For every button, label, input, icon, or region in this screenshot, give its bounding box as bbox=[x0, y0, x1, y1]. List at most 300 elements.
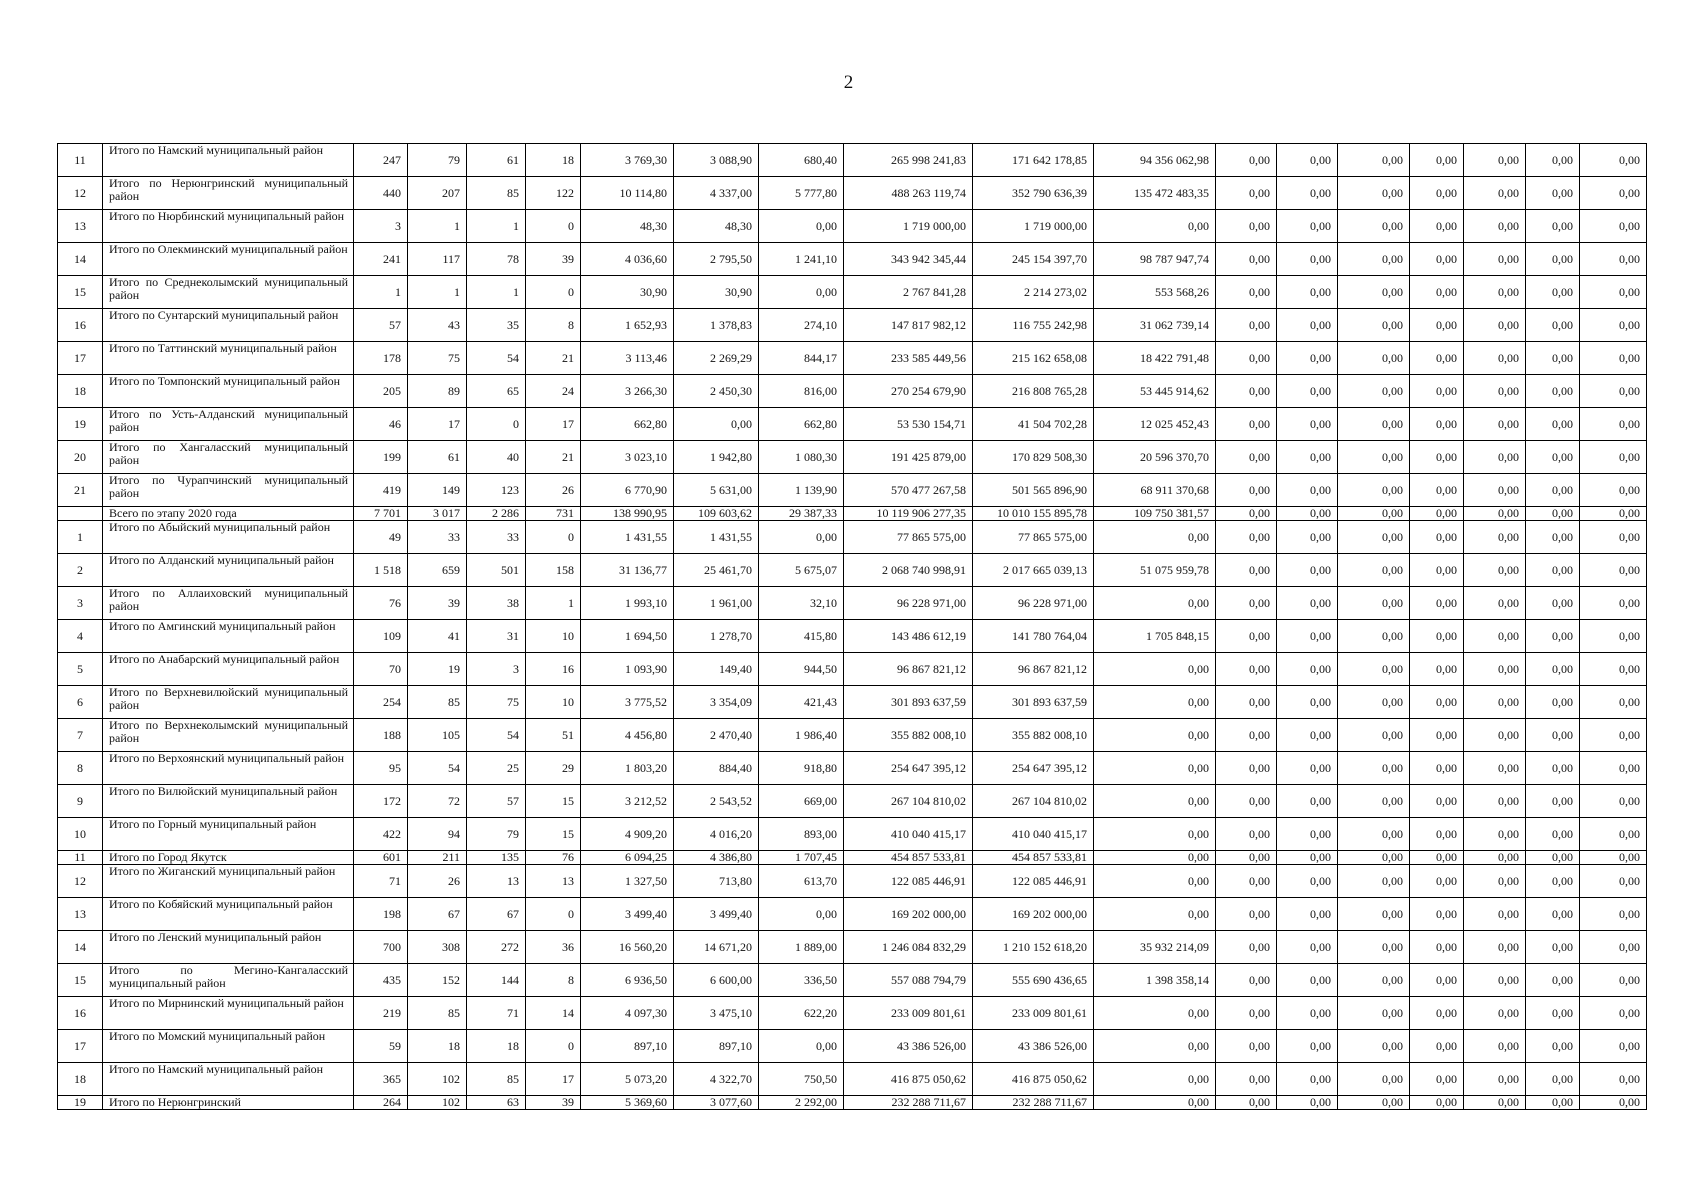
cell-col-5: 662,80 bbox=[581, 408, 674, 441]
cell-col-2: 102 bbox=[408, 1096, 467, 1110]
cell-col-17: 0,00 bbox=[1580, 554, 1647, 587]
cell-col-6: 14 671,20 bbox=[674, 931, 759, 964]
cell-col-12: 0,00 bbox=[1277, 686, 1338, 719]
cell-col-1: 3 bbox=[354, 210, 408, 243]
cell-col-9: 41 504 702,28 bbox=[973, 408, 1094, 441]
cell-col-5: 4 036,60 bbox=[581, 243, 674, 276]
row-index: 4 bbox=[58, 620, 103, 653]
cell-col-16: 0,00 bbox=[1526, 1096, 1580, 1110]
row-name: Итого по Намский муниципальный район bbox=[103, 144, 354, 177]
cell-col-12: 0,00 bbox=[1277, 964, 1338, 997]
cell-col-9: 352 790 636,39 bbox=[973, 177, 1094, 210]
row-index: 18 bbox=[58, 1063, 103, 1096]
cell-col-6: 3 475,10 bbox=[674, 997, 759, 1030]
cell-col-14: 0,00 bbox=[1410, 686, 1464, 719]
cell-col-12: 0,00 bbox=[1277, 587, 1338, 620]
row-name: Итого по Верхнеколымский муниципальный район bbox=[103, 719, 354, 752]
cell-col-11: 0,00 bbox=[1216, 243, 1277, 276]
cell-col-8: 254 647 395,12 bbox=[844, 752, 973, 785]
row-name: Итого по Сунтарский муниципальный район bbox=[103, 309, 354, 342]
cell-col-15: 0,00 bbox=[1464, 898, 1526, 931]
cell-col-4: 15 bbox=[526, 785, 581, 818]
cell-col-10: 18 422 791,48 bbox=[1094, 342, 1216, 375]
row-index: 13 bbox=[58, 210, 103, 243]
cell-col-8: 270 254 679,90 bbox=[844, 375, 973, 408]
cell-col-6: 3 354,09 bbox=[674, 686, 759, 719]
cell-col-13: 0,00 bbox=[1338, 177, 1410, 210]
cell-col-16: 0,00 bbox=[1526, 276, 1580, 309]
cell-col-4: 731 bbox=[526, 507, 581, 521]
cell-col-6: 897,10 bbox=[674, 1030, 759, 1063]
cell-col-7: 893,00 bbox=[759, 818, 844, 851]
cell-col-2: 33 bbox=[408, 521, 467, 554]
cell-col-14: 0,00 bbox=[1410, 1063, 1464, 1096]
row-index: 16 bbox=[58, 997, 103, 1030]
cell-col-9: 43 386 526,00 bbox=[973, 1030, 1094, 1063]
cell-col-6: 2 543,52 bbox=[674, 785, 759, 818]
cell-col-2: 3 017 bbox=[408, 507, 467, 521]
cell-col-11: 0,00 bbox=[1216, 554, 1277, 587]
cell-col-11: 0,00 bbox=[1216, 144, 1277, 177]
cell-col-5: 1 327,50 bbox=[581, 865, 674, 898]
row-index: 19 bbox=[58, 408, 103, 441]
cell-col-7: 5 675,07 bbox=[759, 554, 844, 587]
cell-col-14: 0,00 bbox=[1410, 375, 1464, 408]
cell-col-12: 0,00 bbox=[1277, 1063, 1338, 1096]
cell-col-11: 0,00 bbox=[1216, 620, 1277, 653]
cell-col-7: 415,80 bbox=[759, 620, 844, 653]
table-row bbox=[58, 1030, 1647, 1063]
cell-col-3: 85 bbox=[467, 1063, 526, 1096]
cell-col-5: 3 212,52 bbox=[581, 785, 674, 818]
cell-col-9: 1 719 000,00 bbox=[973, 210, 1094, 243]
cell-col-5: 3 023,10 bbox=[581, 441, 674, 474]
cell-col-13: 0,00 bbox=[1338, 587, 1410, 620]
cell-col-14: 0,00 bbox=[1410, 554, 1464, 587]
cell-col-10: 20 596 370,70 bbox=[1094, 441, 1216, 474]
cell-col-5: 6 770,90 bbox=[581, 474, 674, 507]
cell-col-15: 0,00 bbox=[1464, 375, 1526, 408]
cell-col-2: 41 bbox=[408, 620, 467, 653]
cell-col-10: 0,00 bbox=[1094, 898, 1216, 931]
cell-col-12: 0,00 bbox=[1277, 620, 1338, 653]
cell-col-13: 0,00 bbox=[1338, 653, 1410, 686]
cell-col-1: 188 bbox=[354, 719, 408, 752]
cell-col-4: 39 bbox=[526, 243, 581, 276]
cell-col-15: 0,00 bbox=[1464, 752, 1526, 785]
cell-col-11: 0,00 bbox=[1216, 1030, 1277, 1063]
cell-col-2: 89 bbox=[408, 375, 467, 408]
cell-col-7: 29 387,33 bbox=[759, 507, 844, 521]
cell-col-17: 0,00 bbox=[1580, 785, 1647, 818]
cell-col-12: 0,00 bbox=[1277, 719, 1338, 752]
cell-col-7: 662,80 bbox=[759, 408, 844, 441]
cell-col-11: 0,00 bbox=[1216, 964, 1277, 997]
cell-col-5: 138 990,95 bbox=[581, 507, 674, 521]
cell-col-13: 0,00 bbox=[1338, 507, 1410, 521]
table-row bbox=[58, 144, 1647, 177]
cell-col-4: 21 bbox=[526, 342, 581, 375]
cell-col-14: 0,00 bbox=[1410, 408, 1464, 441]
table-row bbox=[58, 865, 1647, 898]
cell-col-15: 0,00 bbox=[1464, 474, 1526, 507]
cell-col-12: 0,00 bbox=[1277, 931, 1338, 964]
cell-col-7: 944,50 bbox=[759, 653, 844, 686]
cell-col-3: 272 bbox=[467, 931, 526, 964]
cell-col-9: 216 808 765,28 bbox=[973, 375, 1094, 408]
cell-col-16: 0,00 bbox=[1526, 210, 1580, 243]
cell-col-13: 0,00 bbox=[1338, 243, 1410, 276]
cell-col-13: 0,00 bbox=[1338, 686, 1410, 719]
cell-col-3: 57 bbox=[467, 785, 526, 818]
cell-col-2: 26 bbox=[408, 865, 467, 898]
cell-col-2: 67 bbox=[408, 898, 467, 931]
cell-col-9: 96 228 971,00 bbox=[973, 587, 1094, 620]
cell-col-8: 169 202 000,00 bbox=[844, 898, 973, 931]
cell-col-9: 169 202 000,00 bbox=[973, 898, 1094, 931]
cell-col-11: 0,00 bbox=[1216, 276, 1277, 309]
cell-col-11: 0,00 bbox=[1216, 408, 1277, 441]
cell-col-8: 416 875 050,62 bbox=[844, 1063, 973, 1096]
cell-col-6: 48,30 bbox=[674, 210, 759, 243]
cell-col-17: 0,00 bbox=[1580, 865, 1647, 898]
cell-col-9: 410 040 415,17 bbox=[973, 818, 1094, 851]
cell-col-5: 4 909,20 bbox=[581, 818, 674, 851]
cell-col-4: 76 bbox=[526, 851, 581, 865]
cell-col-4: 39 bbox=[526, 1096, 581, 1110]
cell-col-7: 1 889,00 bbox=[759, 931, 844, 964]
cell-col-11: 0,00 bbox=[1216, 818, 1277, 851]
cell-col-3: 25 bbox=[467, 752, 526, 785]
cell-col-8: 454 857 533,81 bbox=[844, 851, 973, 865]
cell-col-10: 0,00 bbox=[1094, 997, 1216, 1030]
cell-col-5: 31 136,77 bbox=[581, 554, 674, 587]
row-index: 9 bbox=[58, 785, 103, 818]
cell-col-17: 0,00 bbox=[1580, 243, 1647, 276]
row-index: 18 bbox=[58, 375, 103, 408]
cell-col-13: 0,00 bbox=[1338, 865, 1410, 898]
cell-col-11: 0,00 bbox=[1216, 931, 1277, 964]
table-row bbox=[58, 587, 1647, 620]
cell-col-9: 116 755 242,98 bbox=[973, 309, 1094, 342]
cell-col-7: 421,43 bbox=[759, 686, 844, 719]
cell-col-1: 172 bbox=[354, 785, 408, 818]
cell-col-13: 0,00 bbox=[1338, 521, 1410, 554]
cell-col-5: 3 266,30 bbox=[581, 375, 674, 408]
cell-col-6: 0,00 bbox=[674, 408, 759, 441]
cell-col-7: 622,20 bbox=[759, 997, 844, 1030]
cell-col-5: 1 803,20 bbox=[581, 752, 674, 785]
cell-col-2: 659 bbox=[408, 554, 467, 587]
cell-col-8: 143 486 612,19 bbox=[844, 620, 973, 653]
cell-col-14: 0,00 bbox=[1410, 964, 1464, 997]
cell-col-4: 1 bbox=[526, 587, 581, 620]
row-name: Итого по Мегино-Кангаласский муниципальный район bbox=[103, 964, 354, 997]
row-index: 19 bbox=[58, 1096, 103, 1110]
cell-col-16: 0,00 bbox=[1526, 1030, 1580, 1063]
cell-col-9: 1 210 152 618,20 bbox=[973, 931, 1094, 964]
cell-col-17: 0,00 bbox=[1580, 851, 1647, 865]
cell-col-1: 76 bbox=[354, 587, 408, 620]
cell-col-2: 18 bbox=[408, 1030, 467, 1063]
cell-col-11: 0,00 bbox=[1216, 309, 1277, 342]
cell-col-2: 72 bbox=[408, 785, 467, 818]
cell-col-9: 301 893 637,59 bbox=[973, 686, 1094, 719]
cell-col-8: 301 893 637,59 bbox=[844, 686, 973, 719]
cell-col-10: 53 445 914,62 bbox=[1094, 375, 1216, 408]
cell-col-3: 3 bbox=[467, 653, 526, 686]
cell-col-17: 0,00 bbox=[1580, 507, 1647, 521]
cell-col-7: 1 139,90 bbox=[759, 474, 844, 507]
cell-col-9: 232 288 711,67 bbox=[973, 1096, 1094, 1110]
row-name: Итого по Анабарский муниципальный район bbox=[103, 653, 354, 686]
summary-table bbox=[57, 143, 1647, 1110]
cell-col-9: 96 867 821,12 bbox=[973, 653, 1094, 686]
row-name: Итого по Момский муниципальный район bbox=[103, 1030, 354, 1063]
cell-col-11: 0,00 bbox=[1216, 375, 1277, 408]
cell-col-16: 0,00 bbox=[1526, 818, 1580, 851]
cell-col-14: 0,00 bbox=[1410, 474, 1464, 507]
row-index: 16 bbox=[58, 309, 103, 342]
cell-col-12: 0,00 bbox=[1277, 898, 1338, 931]
cell-col-10: 0,00 bbox=[1094, 521, 1216, 554]
cell-col-4: 51 bbox=[526, 719, 581, 752]
cell-col-5: 1 694,50 bbox=[581, 620, 674, 653]
cell-col-15: 0,00 bbox=[1464, 243, 1526, 276]
table-row bbox=[58, 898, 1647, 931]
cell-col-1: 70 bbox=[354, 653, 408, 686]
row-index: 7 bbox=[58, 719, 103, 752]
cell-col-10: 98 787 947,74 bbox=[1094, 243, 1216, 276]
row-name: Итого по Хангаласский муниципальный район bbox=[103, 441, 354, 474]
row-name: Итого по Чурапчинский муниципальный район bbox=[103, 474, 354, 507]
cell-col-16: 0,00 bbox=[1526, 474, 1580, 507]
cell-col-7: 1 080,30 bbox=[759, 441, 844, 474]
cell-col-5: 5 073,20 bbox=[581, 1063, 674, 1096]
cell-col-13: 0,00 bbox=[1338, 851, 1410, 865]
row-name: Итого по Нерюнгринский bbox=[103, 1096, 354, 1110]
cell-col-8: 488 263 119,74 bbox=[844, 177, 973, 210]
cell-col-16: 0,00 bbox=[1526, 686, 1580, 719]
cell-col-6: 1 378,83 bbox=[674, 309, 759, 342]
cell-col-10: 109 750 381,57 bbox=[1094, 507, 1216, 521]
cell-col-6: 2 450,30 bbox=[674, 375, 759, 408]
cell-col-4: 0 bbox=[526, 210, 581, 243]
cell-col-17: 0,00 bbox=[1580, 177, 1647, 210]
cell-col-13: 0,00 bbox=[1338, 309, 1410, 342]
cell-col-7: 816,00 bbox=[759, 375, 844, 408]
cell-col-16: 0,00 bbox=[1526, 177, 1580, 210]
cell-col-12: 0,00 bbox=[1277, 785, 1338, 818]
cell-col-1: 1 bbox=[354, 276, 408, 309]
cell-col-13: 0,00 bbox=[1338, 898, 1410, 931]
cell-col-12: 0,00 bbox=[1277, 474, 1338, 507]
cell-col-4: 10 bbox=[526, 620, 581, 653]
cell-col-14: 0,00 bbox=[1410, 1096, 1464, 1110]
cell-col-13: 0,00 bbox=[1338, 441, 1410, 474]
cell-col-17: 0,00 bbox=[1580, 375, 1647, 408]
cell-col-6: 4 016,20 bbox=[674, 818, 759, 851]
cell-col-2: 117 bbox=[408, 243, 467, 276]
cell-col-9: 245 154 397,70 bbox=[973, 243, 1094, 276]
cell-col-8: 343 942 345,44 bbox=[844, 243, 973, 276]
page-number: 2 bbox=[843, 72, 854, 93]
row-name: Итого по Аллаиховский муниципальный район bbox=[103, 587, 354, 620]
cell-col-12: 0,00 bbox=[1277, 507, 1338, 521]
cell-col-6: 713,80 bbox=[674, 865, 759, 898]
row-name: Итого по Алданский муниципальный район bbox=[103, 554, 354, 587]
cell-col-9: 10 010 155 895,78 bbox=[973, 507, 1094, 521]
cell-col-10: 0,00 bbox=[1094, 1030, 1216, 1063]
cell-col-14: 0,00 bbox=[1410, 818, 1464, 851]
cell-col-7: 680,40 bbox=[759, 144, 844, 177]
cell-col-10: 0,00 bbox=[1094, 865, 1216, 898]
cell-col-12: 0,00 bbox=[1277, 997, 1338, 1030]
cell-col-6: 1 961,00 bbox=[674, 587, 759, 620]
cell-col-16: 0,00 bbox=[1526, 441, 1580, 474]
cell-col-5: 16 560,20 bbox=[581, 931, 674, 964]
cell-col-14: 0,00 bbox=[1410, 144, 1464, 177]
cell-col-9: 501 565 896,90 bbox=[973, 474, 1094, 507]
cell-col-6: 109 603,62 bbox=[674, 507, 759, 521]
cell-col-8: 10 119 906 277,35 bbox=[844, 507, 973, 521]
cell-col-4: 10 bbox=[526, 686, 581, 719]
row-name: Итого по Ленский муниципальный район bbox=[103, 931, 354, 964]
cell-col-4: 17 bbox=[526, 1063, 581, 1096]
cell-col-5: 897,10 bbox=[581, 1030, 674, 1063]
cell-col-10: 0,00 bbox=[1094, 1096, 1216, 1110]
cell-col-15: 0,00 bbox=[1464, 653, 1526, 686]
cell-col-3: 54 bbox=[467, 719, 526, 752]
cell-col-8: 355 882 008,10 bbox=[844, 719, 973, 752]
cell-col-8: 265 998 241,83 bbox=[844, 144, 973, 177]
cell-col-7: 669,00 bbox=[759, 785, 844, 818]
cell-col-15: 0,00 bbox=[1464, 507, 1526, 521]
cell-col-17: 0,00 bbox=[1580, 686, 1647, 719]
cell-col-3: 33 bbox=[467, 521, 526, 554]
cell-col-2: 75 bbox=[408, 342, 467, 375]
table-row bbox=[58, 931, 1647, 964]
row-index: 13 bbox=[58, 898, 103, 931]
table-row bbox=[58, 375, 1647, 408]
cell-col-12: 0,00 bbox=[1277, 1096, 1338, 1110]
cell-col-12: 0,00 bbox=[1277, 342, 1338, 375]
cell-col-9: 233 009 801,61 bbox=[973, 997, 1094, 1030]
cell-col-2: 85 bbox=[408, 686, 467, 719]
cell-col-16: 0,00 bbox=[1526, 865, 1580, 898]
cell-col-4: 8 bbox=[526, 309, 581, 342]
cell-col-15: 0,00 bbox=[1464, 177, 1526, 210]
cell-col-6: 1 431,55 bbox=[674, 521, 759, 554]
row-name: Итого по Амгинский муниципальный район bbox=[103, 620, 354, 653]
table-row bbox=[58, 719, 1647, 752]
row-name: Итого по Таттинский муниципальный район bbox=[103, 342, 354, 375]
cell-col-9: 2 017 665 039,13 bbox=[973, 554, 1094, 587]
cell-col-15: 0,00 bbox=[1464, 342, 1526, 375]
cell-col-5: 4 456,80 bbox=[581, 719, 674, 752]
cell-col-9: 254 647 395,12 bbox=[973, 752, 1094, 785]
cell-col-14: 0,00 bbox=[1410, 521, 1464, 554]
row-index: 20 bbox=[58, 441, 103, 474]
cell-col-1: 49 bbox=[354, 521, 408, 554]
cell-col-3: 501 bbox=[467, 554, 526, 587]
cell-col-12: 0,00 bbox=[1277, 243, 1338, 276]
cell-col-2: 61 bbox=[408, 441, 467, 474]
cell-col-11: 0,00 bbox=[1216, 851, 1277, 865]
cell-col-3: 135 bbox=[467, 851, 526, 865]
cell-col-2: 102 bbox=[408, 1063, 467, 1096]
cell-col-11: 0,00 bbox=[1216, 210, 1277, 243]
cell-col-1: 365 bbox=[354, 1063, 408, 1096]
cell-col-1: 7 701 bbox=[354, 507, 408, 521]
cell-col-13: 0,00 bbox=[1338, 931, 1410, 964]
cell-col-2: 79 bbox=[408, 144, 467, 177]
row-index: 14 bbox=[58, 931, 103, 964]
cell-col-16: 0,00 bbox=[1526, 964, 1580, 997]
cell-col-1: 1 518 bbox=[354, 554, 408, 587]
cell-col-11: 0,00 bbox=[1216, 507, 1277, 521]
cell-col-13: 0,00 bbox=[1338, 719, 1410, 752]
cell-col-15: 0,00 bbox=[1464, 554, 1526, 587]
cell-col-1: 199 bbox=[354, 441, 408, 474]
cell-col-14: 0,00 bbox=[1410, 931, 1464, 964]
cell-col-7: 274,10 bbox=[759, 309, 844, 342]
cell-col-17: 0,00 bbox=[1580, 144, 1647, 177]
cell-col-12: 0,00 bbox=[1277, 408, 1338, 441]
cell-col-3: 1 bbox=[467, 210, 526, 243]
cell-col-10: 0,00 bbox=[1094, 752, 1216, 785]
cell-col-6: 4 322,70 bbox=[674, 1063, 759, 1096]
cell-col-2: 85 bbox=[408, 997, 467, 1030]
cell-col-9: 215 162 658,08 bbox=[973, 342, 1094, 375]
cell-col-12: 0,00 bbox=[1277, 554, 1338, 587]
cell-col-6: 3 088,90 bbox=[674, 144, 759, 177]
cell-col-10: 1 398 358,14 bbox=[1094, 964, 1216, 997]
cell-col-7: 0,00 bbox=[759, 276, 844, 309]
cell-col-9: 555 690 436,65 bbox=[973, 964, 1094, 997]
cell-col-14: 0,00 bbox=[1410, 342, 1464, 375]
cell-col-17: 0,00 bbox=[1580, 997, 1647, 1030]
cell-col-3: 38 bbox=[467, 587, 526, 620]
table-row bbox=[58, 342, 1647, 375]
cell-col-12: 0,00 bbox=[1277, 276, 1338, 309]
row-name: Итого по Нюрбинский муниципальный район bbox=[103, 210, 354, 243]
cell-col-3: 2 286 bbox=[467, 507, 526, 521]
cell-col-17: 0,00 bbox=[1580, 752, 1647, 785]
cell-col-15: 0,00 bbox=[1464, 1063, 1526, 1096]
row-name: Итого по Верхоянский муниципальный район bbox=[103, 752, 354, 785]
cell-col-15: 0,00 bbox=[1464, 587, 1526, 620]
cell-col-13: 0,00 bbox=[1338, 1096, 1410, 1110]
cell-col-5: 1 993,10 bbox=[581, 587, 674, 620]
cell-col-11: 0,00 bbox=[1216, 177, 1277, 210]
cell-col-1: 422 bbox=[354, 818, 408, 851]
cell-col-16: 0,00 bbox=[1526, 309, 1580, 342]
cell-col-10: 0,00 bbox=[1094, 818, 1216, 851]
cell-col-8: 410 040 415,17 bbox=[844, 818, 973, 851]
table-row bbox=[58, 620, 1647, 653]
cell-col-3: 1 bbox=[467, 276, 526, 309]
cell-col-17: 0,00 bbox=[1580, 964, 1647, 997]
cell-col-17: 0,00 bbox=[1580, 818, 1647, 851]
cell-col-9: 416 875 050,62 bbox=[973, 1063, 1094, 1096]
cell-col-10: 0,00 bbox=[1094, 719, 1216, 752]
cell-col-15: 0,00 bbox=[1464, 851, 1526, 865]
cell-col-17: 0,00 bbox=[1580, 210, 1647, 243]
row-name: Итого по Жиганский муниципальный район bbox=[103, 865, 354, 898]
table-row bbox=[58, 276, 1647, 309]
cell-col-5: 3 769,30 bbox=[581, 144, 674, 177]
